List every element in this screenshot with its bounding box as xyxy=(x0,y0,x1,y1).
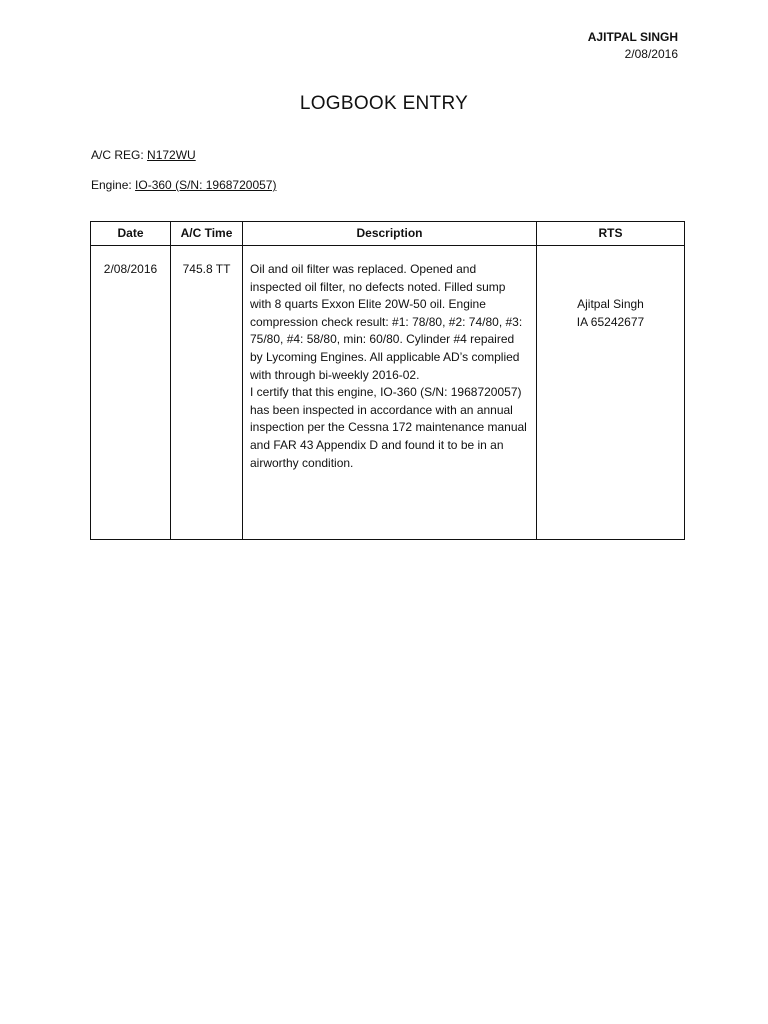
entry-aircraft-time: 745.8 TT xyxy=(171,246,243,540)
author-name: AJITPAL SINGH xyxy=(587,30,678,44)
rts-name: Ajitpal Singh xyxy=(577,297,644,311)
table-header-row xyxy=(91,222,685,246)
entry-date: 2/08/2016 xyxy=(91,246,171,540)
aircraft-registration xyxy=(91,147,196,163)
entry-description xyxy=(243,246,537,540)
engine-value: IO-360 (S/N: 1968720057) xyxy=(135,178,277,192)
author-header xyxy=(588,29,678,63)
header-time-cell: A/C Time xyxy=(171,222,243,246)
table-row xyxy=(91,246,685,540)
header-description-cell: Description xyxy=(243,222,537,246)
entry-rts xyxy=(537,246,685,540)
logbook-table xyxy=(90,221,685,540)
header-date-cell: Date xyxy=(91,222,171,246)
description-maintenance-text: Oil and oil filter was replaced. Opened and inspected oil filter, no defects noted. Filled sump with 8 quarts Exxon Elite 20W-50 oil. Engine compression check result: #1: 78/80, #2: 74/80, #3: 75/80, #4: 58/80, min: 60/80. Cylinder #4 repaired by Lycoming Engines. All applicable AD’s complied with through bi-weekly 2016-02. xyxy=(250,262,523,382)
rts-certificate: IA 65242677 xyxy=(576,314,645,329)
header-rts-cell: RTS xyxy=(537,222,685,246)
registration-label: A/C REG: xyxy=(91,148,144,162)
engine-info xyxy=(91,177,276,193)
page-title: LOGBOOK ENTRY xyxy=(299,93,469,114)
header-date: 2/08/2016 xyxy=(624,47,678,61)
description-certification-text: I certify that this engine, IO-360 (S/N: 1968720057) has been inspected in accordance with an annual inspection per the Cessna 172 maintenance manual and FAR 43 Appendix D and found it to be in an airworthy condition. xyxy=(250,385,527,470)
engine-label: Engine: xyxy=(91,178,132,192)
registration-value: N172WU xyxy=(147,148,196,162)
